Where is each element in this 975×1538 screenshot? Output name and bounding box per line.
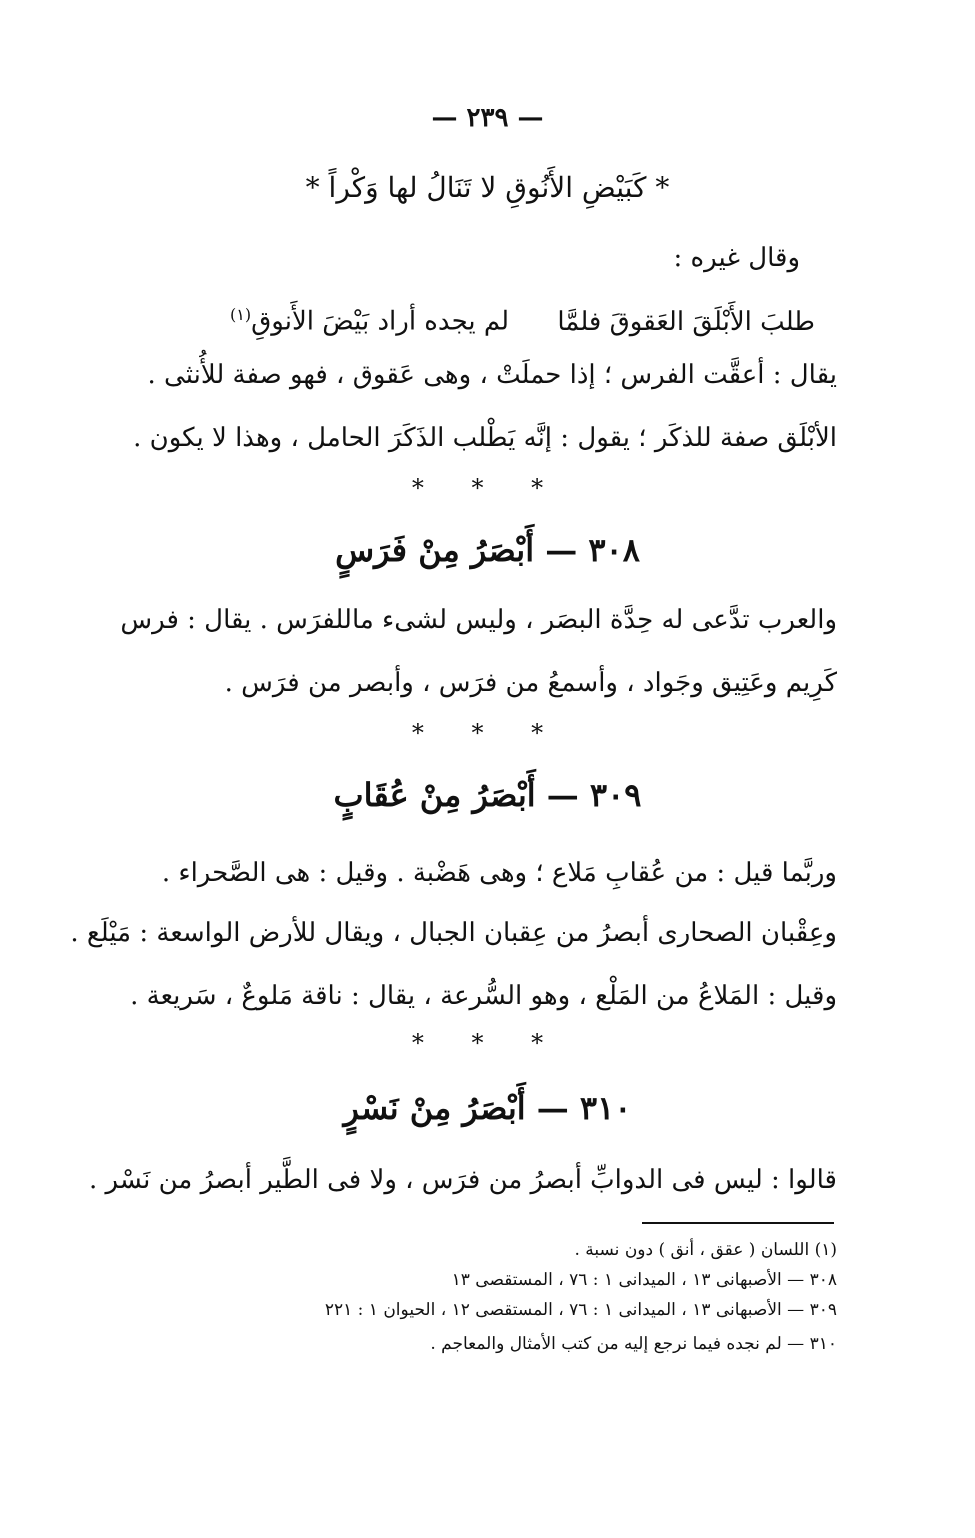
footnote-marker: (١): [230, 305, 252, 324]
paragraph-line: الأبْلَق صفة للذكَر ؛ يقول : إنَّه يَطْلب الذَكَرَ الحامل ، وهذا لا يكون .: [133, 423, 837, 453]
page-number: — ٢٣٩ —: [431, 103, 544, 133]
entry-309-line: وعِقْبان الصحارى أبصرُ من عِقبان الجبال ، ويقال للأرض الواسعة : مَيْلَع .: [70, 918, 837, 948]
paragraph-line: يقال : أعقَّت الفرس ؛ إذا حملَتْ ، وهى عَقوق ، فهو صفة للأُنثى .: [147, 360, 837, 390]
intro-text: وقال غيره :: [673, 243, 800, 273]
footnote-line: ٣٠٩ — الأصبهانى ١٣ ، الميدانى ١ : ٧٦ ، المستقصى ١٢ ، الحيوان ١ : ٢٢١: [324, 1300, 837, 1320]
footnote-divider: [642, 1222, 834, 1224]
footnote-line: ٣١٠ — لم نجده فيما نرجع إليه من كتب الأمثال والمعاجم .: [430, 1334, 837, 1354]
couplet-hemistich-1: طلبَ الأَبْلَقَ العَقوقَ فلمَّا: [557, 306, 815, 337]
entry-heading-308: ٣٠٨ — أَبْصَرُ مِنْ فَرَسٍ: [335, 531, 640, 569]
section-separator: * * *: [411, 474, 564, 502]
footnote-line: ٣٠٨ — الأصبهانى ١٣ ، الميدانى ١ : ٧٦ ، المستقصى ١٣: [451, 1270, 837, 1290]
entry-heading-310: ٣١٠ — أَبْصَرُ مِنْ نَسْرٍ: [343, 1089, 632, 1127]
entry-309-line: وقيل : المَلاعُ من المَلْع ، وهو السُّرعة ، يقال : ناقة مَلوعٌ ، سَريعة .: [130, 981, 837, 1011]
entry-309-line: وربَّما قيل : من عُقابِ مَلاع ؛ وهى هَضْبة . وقيل : هى الصَّحراء .: [161, 858, 837, 888]
footnote-line: (١) اللسان ( عقق ، أنق ) دون نسبة .: [574, 1240, 837, 1260]
section-separator: * * *: [411, 719, 564, 747]
entry-308-line: كَرِيم وعَتِيق وجَواد ، وأسمعُ من فرَس ، وأبصر من فرَس .: [224, 668, 837, 698]
verse-line: * كَبَيْضِ الأَنُوقِ لا تَنَالُ لها وَكْراً *: [305, 171, 670, 204]
couplet-hemistich-2: لم يجده أراد بَيْضَ الأَنوقِ: [251, 306, 510, 337]
section-separator: * * *: [411, 1029, 564, 1057]
entry-308-line: والعرب تدَّعى له حِدَّة البصَر ، وليس لشىء ماللفرَس . يقال : فرس: [120, 605, 837, 635]
entry-heading-309: ٣٠٩ — أَبْصَرُ مِنْ عُقَابٍ: [333, 776, 642, 814]
entry-310-line: قالوا : ليس فى الدوابِّ أبصرُ من فرَس ، ولا فى الطَّير أبصرُ من نَسْر .: [89, 1165, 837, 1195]
poem-couplet: [155, 295, 815, 342]
